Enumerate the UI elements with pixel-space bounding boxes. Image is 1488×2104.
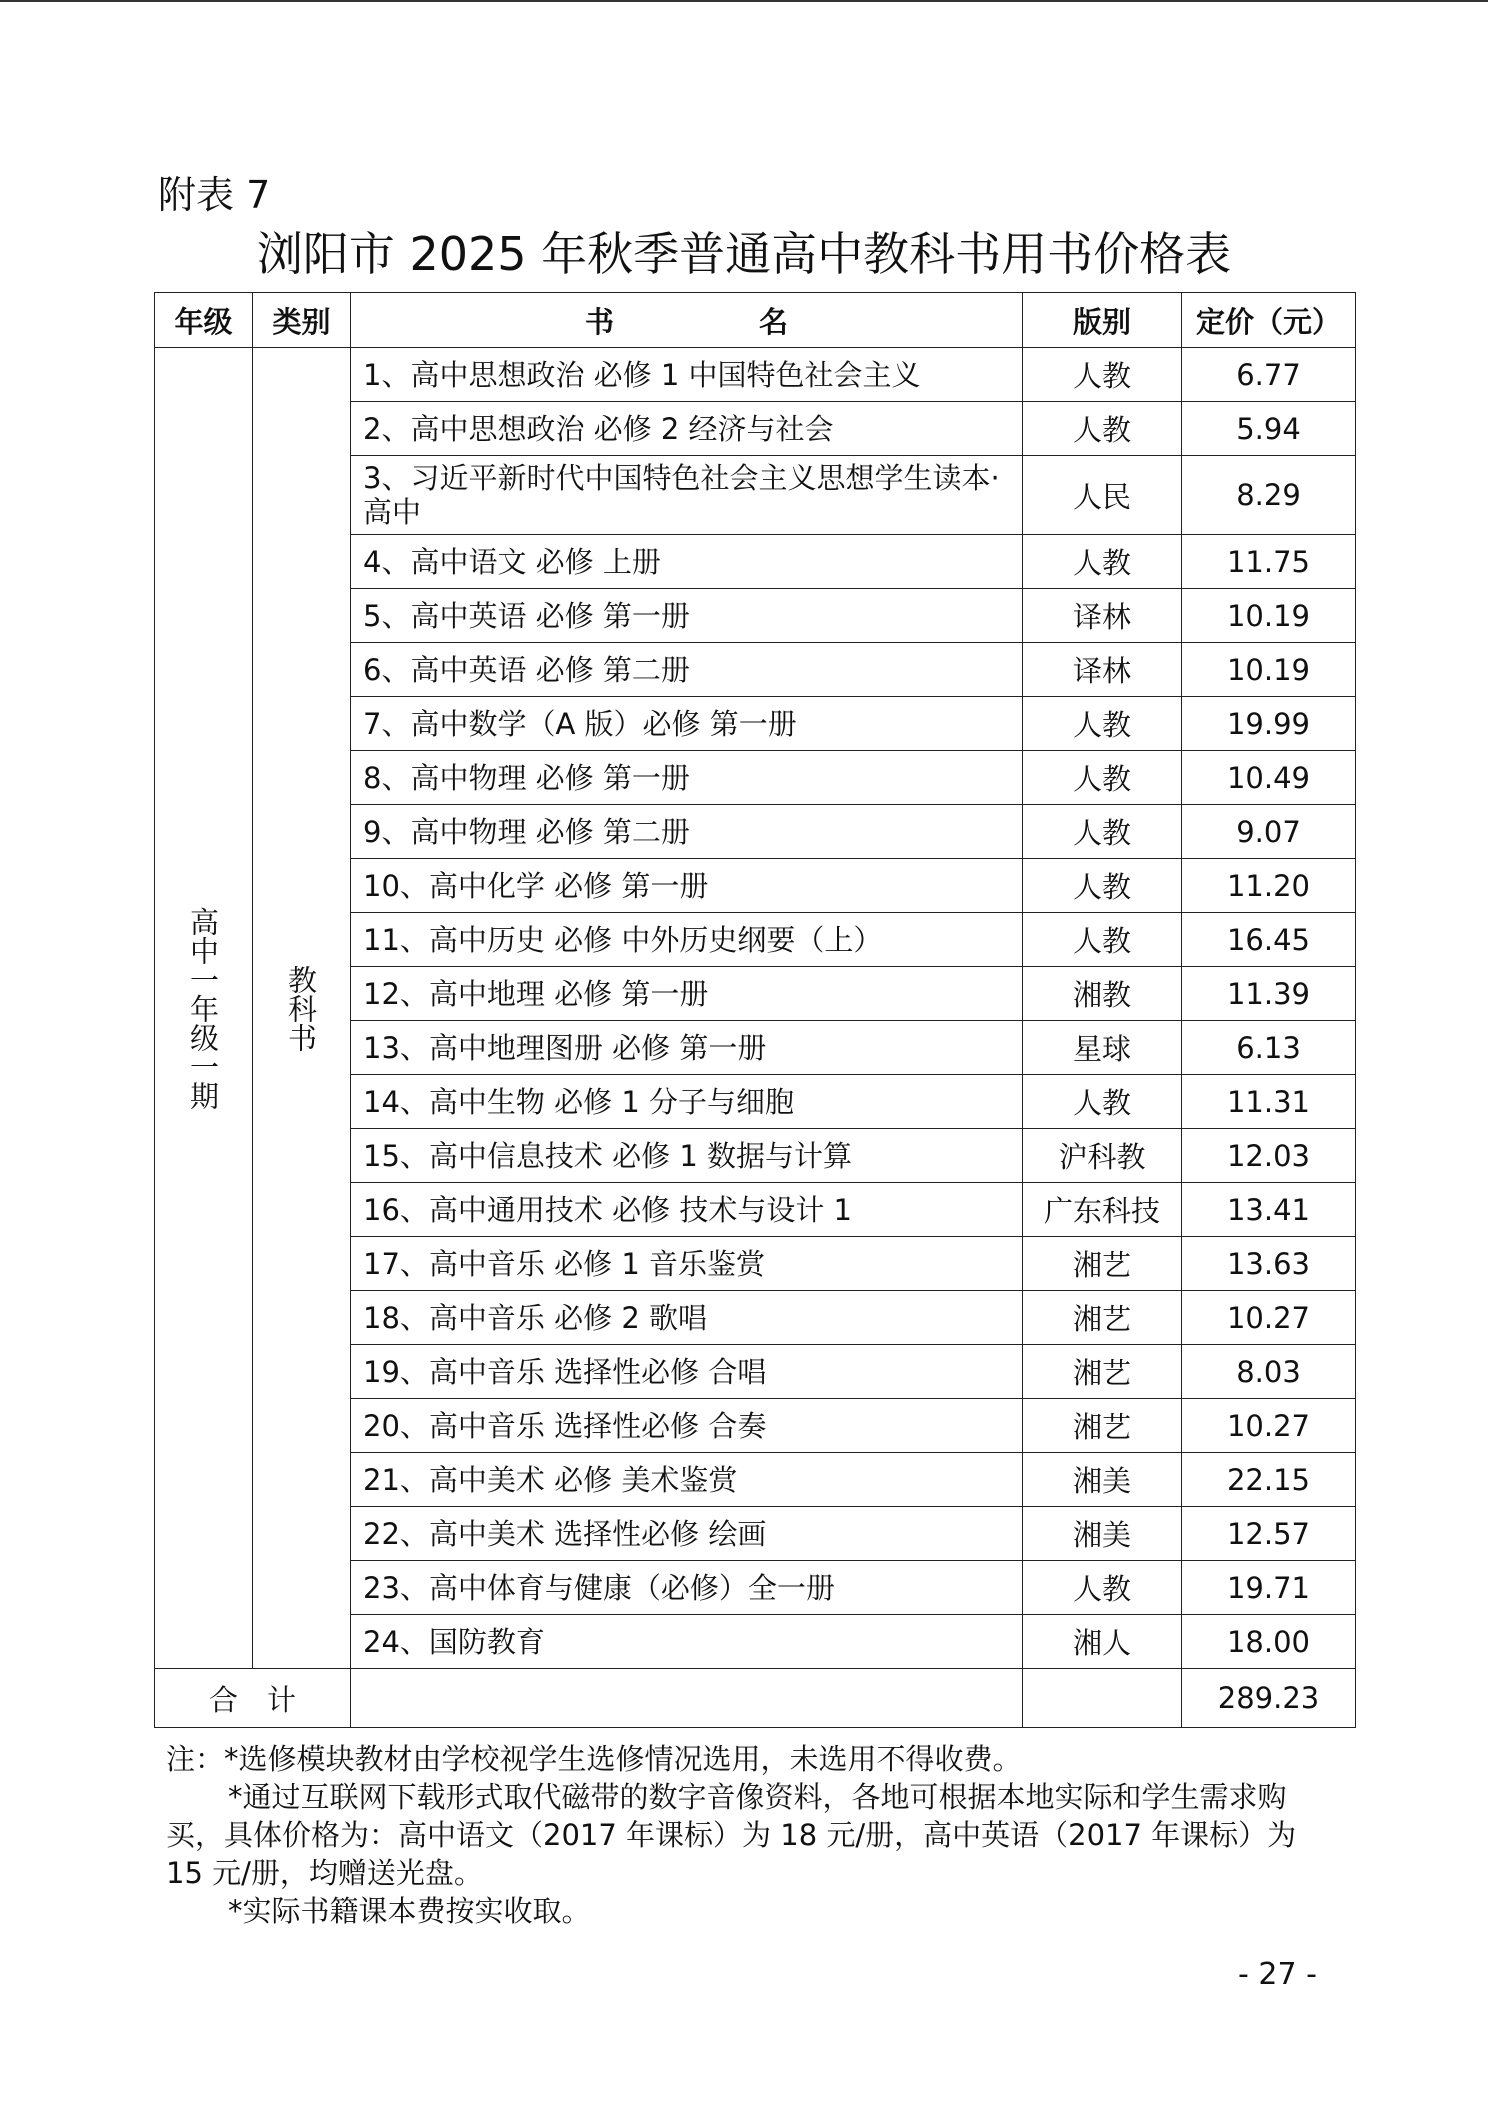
edition-cell: 湘艺 [1023,1399,1182,1453]
book-name-cell: 10、高中化学 必修 第一册 [351,859,1023,913]
price-cell: 13.63 [1182,1237,1356,1291]
document-title: 浏阳市 2025 年秋季普通高中教科书用书价格表 [256,227,1232,281]
book-name-cell: 18、高中音乐 必修 2 歌唱 [351,1291,1023,1345]
price-cell: 10.27 [1182,1399,1356,1453]
book-name-cell: 3、习近平新时代中国特色社会主义思想学生读本·高中 [351,456,1023,535]
edition-cell: 人教 [1023,751,1182,805]
page-number: - 27 - [1238,1957,1317,1992]
top-border-line [0,0,1488,2]
edition-cell: 人教 [1023,402,1182,456]
price-cell: 19.71 [1182,1561,1356,1615]
price-cell: 5.94 [1182,402,1356,456]
price-cell: 6.77 [1182,348,1356,402]
price-cell: 12.03 [1182,1129,1356,1183]
total-label: 合 计 [155,1669,351,1728]
edition-cell: 湘艺 [1023,1237,1182,1291]
header-edition: 版别 [1023,293,1182,348]
book-name-cell: 22、高中美术 选择性必修 绘画 [351,1507,1023,1561]
total-price: 289.23 [1182,1669,1356,1728]
note-line: *通过互联网下载形式取代磁带的数字音像资料，各地可根据本地实际和学生需求购买，具体价格为：高中语文（2017 年课标）为 18 元/册，高中英语（2017 年课标）为 15 元/册，均赠送光盘。 [166,1780,1297,1890]
price-cell: 12.57 [1182,1507,1356,1561]
total-edition-empty [1023,1669,1182,1728]
price-cell: 8.29 [1182,456,1356,535]
edition-cell: 湘艺 [1023,1345,1182,1399]
edition-cell: 人教 [1023,805,1182,859]
edition-cell: 人教 [1023,697,1182,751]
price-cell: 19.99 [1182,697,1356,751]
book-name-cell: 11、高中历史 必修 中外历史纲要（上） [351,913,1023,967]
edition-cell: 湘人 [1023,1615,1182,1669]
grade-label: 高中一年级一期 [186,906,220,1110]
category-label: 教科书 [284,964,318,1052]
total-row [155,1669,1356,1728]
book-name-cell: 13、高中地理图册 必修 第一册 [351,1021,1023,1075]
edition-cell: 星球 [1023,1021,1182,1075]
table-row [155,348,1356,402]
edition-cell: 人教 [1023,1075,1182,1129]
note-line: *实际书籍课本费按实收取。 [228,1894,591,1928]
edition-cell: 人教 [1023,1561,1182,1615]
header-grade: 年级 [155,293,253,348]
book-name-cell: 12、高中地理 必修 第一册 [351,967,1023,1021]
price-cell: 11.75 [1182,535,1356,589]
book-name-cell: 14、高中生物 必修 1 分子与细胞 [351,1075,1023,1129]
edition-cell: 人教 [1023,859,1182,913]
price-table [154,292,1356,1728]
header-category: 类别 [253,293,351,348]
price-cell: 10.27 [1182,1291,1356,1345]
notes [166,1740,1336,1930]
book-name-cell: 17、高中音乐 必修 1 音乐鉴赏 [351,1237,1023,1291]
book-name-cell: 9、高中物理 必修 第二册 [351,805,1023,859]
edition-cell: 译林 [1023,589,1182,643]
price-cell: 11.39 [1182,967,1356,1021]
book-name-cell: 16、高中通用技术 必修 技术与设计 1 [351,1183,1023,1237]
edition-cell: 湘美 [1023,1453,1182,1507]
total-name-empty [351,1669,1023,1728]
edition-cell: 人教 [1023,348,1182,402]
price-cell: 18.00 [1182,1615,1356,1669]
table-header-row [155,293,1356,348]
book-name-cell: 23、高中体育与健康（必修）全一册 [351,1561,1023,1615]
book-name-cell: 6、高中英语 必修 第二册 [351,643,1023,697]
edition-cell: 人民 [1023,456,1182,535]
book-name-cell: 15、高中信息技术 必修 1 数据与计算 [351,1129,1023,1183]
price-cell: 10.19 [1182,589,1356,643]
price-cell: 9.07 [1182,805,1356,859]
price-cell: 22.15 [1182,1453,1356,1507]
edition-cell: 湘美 [1023,1507,1182,1561]
book-name-cell: 7、高中数学（A 版）必修 第一册 [351,697,1023,751]
book-name-cell: 4、高中语文 必修 上册 [351,535,1023,589]
book-name-cell: 20、高中音乐 选择性必修 合奏 [351,1399,1023,1453]
price-cell: 6.13 [1182,1021,1356,1075]
price-cell: 11.20 [1182,859,1356,913]
attachment-label: 附表 7 [158,173,271,217]
note-line: 注：*选修模块教材由学校视学生选修情况选用，未选用不得收费。 [166,1742,1022,1776]
edition-cell: 广东科技 [1023,1183,1182,1237]
price-cell: 16.45 [1182,913,1356,967]
book-name-cell: 24、国防教育 [351,1615,1023,1669]
grade-cell [155,348,253,1669]
header-book-name: 书 名 [351,293,1023,348]
book-name-cell: 1、高中思想政治 必修 1 中国特色社会主义 [351,348,1023,402]
edition-cell: 沪科教 [1023,1129,1182,1183]
book-name-cell: 2、高中思想政治 必修 2 经济与社会 [351,402,1023,456]
price-cell: 8.03 [1182,1345,1356,1399]
price-cell: 11.31 [1182,1075,1356,1129]
book-name-cell: 19、高中音乐 选择性必修 合唱 [351,1345,1023,1399]
header-price: 定价（元） [1182,293,1356,348]
category-cell [253,348,351,1669]
edition-cell: 人教 [1023,913,1182,967]
book-name-cell: 21、高中美术 必修 美术鉴赏 [351,1453,1023,1507]
book-name-cell: 8、高中物理 必修 第一册 [351,751,1023,805]
price-cell: 13.41 [1182,1183,1356,1237]
edition-cell: 湘艺 [1023,1291,1182,1345]
edition-cell: 人教 [1023,535,1182,589]
edition-cell: 湘教 [1023,967,1182,1021]
price-cell: 10.49 [1182,751,1356,805]
edition-cell: 译林 [1023,643,1182,697]
price-cell: 10.19 [1182,643,1356,697]
book-name-cell: 5、高中英语 必修 第一册 [351,589,1023,643]
